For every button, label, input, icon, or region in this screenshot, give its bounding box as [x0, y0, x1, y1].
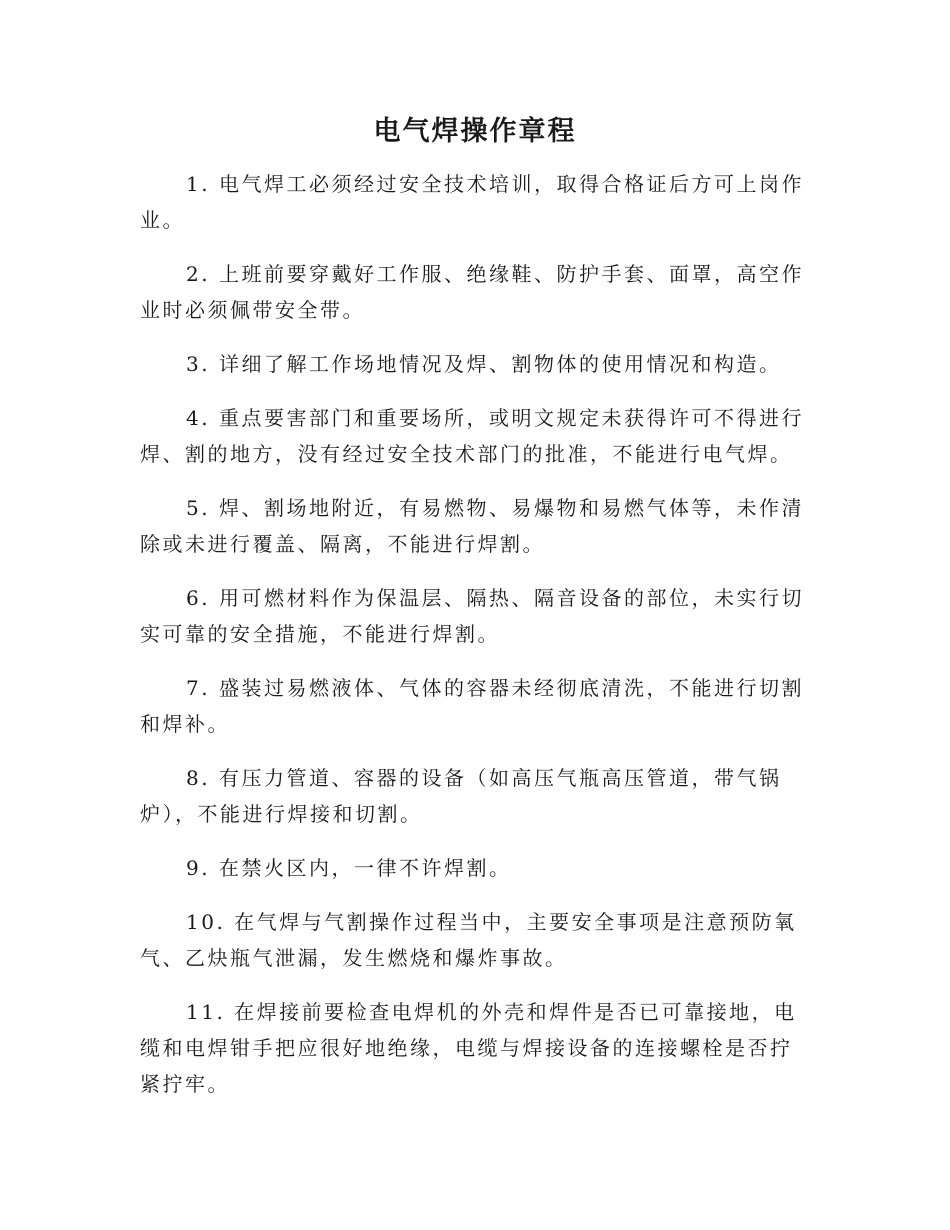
paragraph-10: 10. 在气焊与气割操作过程当中，主要安全事项是注意预防氧气、乙炔瓶气泄漏，发生燃烧和爆炸事故。: [140, 910, 797, 970]
paragraph-3: 3. 详细了解工作场地情况及焊、割物体的使用情况和构造。: [186, 352, 782, 376]
paragraph-2: 2. 上班前要穿戴好工作服、绝缘鞋、防护手套、面罩，高空作业时必须佩带安全带。: [140, 262, 804, 322]
paragraph-11: 11. 在焊接前要检查电焊机的外壳和焊件是否已可靠接地，电缆和电焊钳手把应很好地绝缘，电缆与焊接设备的连接螺栓是否拧紧拧牢。: [140, 1000, 797, 1096]
paragraph-6: 6. 用可燃材料作为保温层、隔热、隔音设备的部位，未实行切实可靠的安全措施，不能进行焊割。: [140, 586, 804, 646]
paragraph-4: 4. 重点要害部门和重要场所，或明文规定未获得许可不得进行焊、割的地方，没有经过安全技术部门的批准，不能进行电气焊。: [140, 406, 804, 466]
paragraph-8: 8. 有压力管道、容器的设备（如高压气瓶高压管道，带气锅炉），不能进行焊接和切割。: [140, 766, 782, 826]
document-title: 电气焊操作章程: [373, 116, 577, 147]
paragraph-5: 5. 焊、割场地附近，有易燃物、易爆物和易燃气体等，未作清除或未进行覆盖、隔离，不能进行焊割。: [140, 496, 804, 556]
paragraph-9: 9. 在禁火区内，一律不许焊割。: [186, 856, 512, 880]
document-body: [140, 166, 812, 1120]
paragraph-1: 1. 电气焊工必须经过安全技术培训，取得合格证后方可上岗作业。: [140, 172, 804, 232]
paragraph-7: 7. 盛装过易燃液体、气体的容器未经彻底清洗，不能进行切割和焊补。: [140, 676, 804, 736]
